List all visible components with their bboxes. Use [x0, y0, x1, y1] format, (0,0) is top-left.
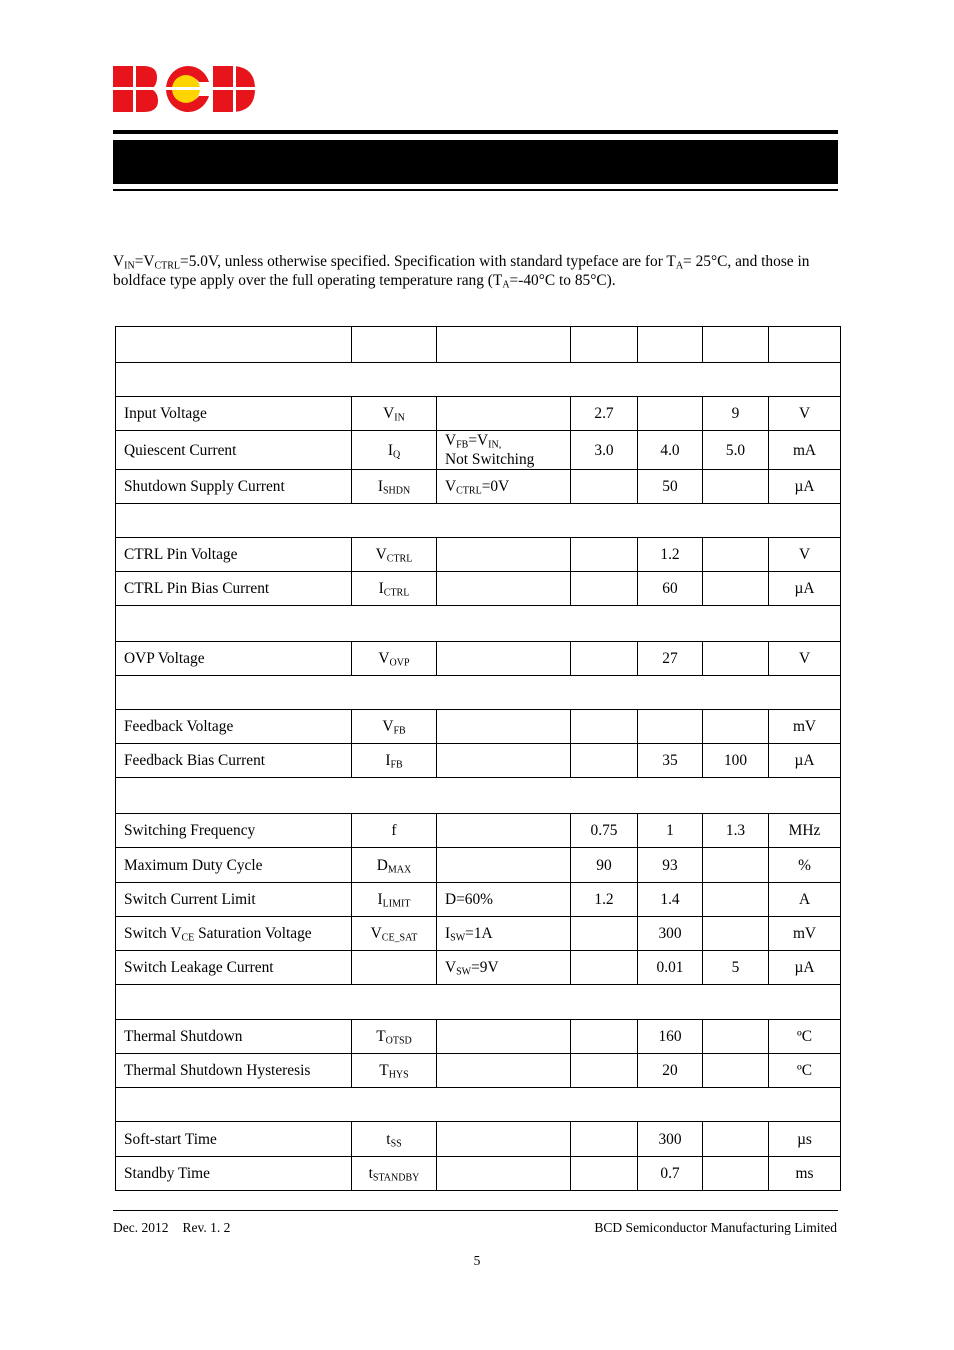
min-cell [571, 1157, 638, 1191]
max-cell [703, 1020, 769, 1054]
min-cell [571, 1054, 638, 1088]
param-cell: Feedback Bias Current [116, 744, 352, 778]
param-cell: OVP Voltage [116, 642, 352, 676]
condition-cell [437, 814, 571, 848]
max-cell: 1.3 [703, 814, 769, 848]
symbol-cell: $T_{HYS}$ [352, 1054, 437, 1088]
typ-cell [638, 710, 703, 744]
condition-cell: $I_{SW}=1A$ [437, 917, 571, 951]
max-cell [703, 710, 769, 744]
typ-cell: 1.4 [638, 883, 703, 917]
param-cell: Maximum Duty Cycle [116, 848, 352, 883]
symbol-cell: $V_{IN}$ [352, 397, 437, 431]
param-cell: Input Voltage [116, 397, 352, 431]
max-cell [703, 1122, 769, 1157]
max-cell [703, 470, 769, 504]
table-row [116, 917, 841, 951]
footer-company: BCD Semiconductor Manufacturing Limited [594, 1220, 837, 1235]
conditions-note: $V_{IN}=V_{CTRL}=5.0V$, unless otherwise specified. Specification with standard typeface are for $T_A= 25^\circ C$, and those in boldface type apply over the full operating temperature rang ($T_A=-40^\circ C$ to 85°C). [113, 253, 810, 291]
symbol-cell: $V_{CE\_SAT}$ [352, 917, 437, 951]
param-cell: CTRL Pin Bias Current [116, 572, 352, 606]
footer-rev: Rev. 1. 2 [182, 1220, 231, 1235]
unit-cell: µs [769, 1122, 841, 1157]
typ-cell [638, 397, 703, 431]
max-cell: 5 [703, 951, 769, 985]
section-row [116, 606, 841, 642]
param-cell: Thermal Shutdown Hysteresis [116, 1054, 352, 1088]
symbol-cell: $I_{CTRL}$ [352, 572, 437, 606]
symbol-cell: $t_{SS}$ [352, 1122, 437, 1157]
min-cell [571, 917, 638, 951]
unit-cell: µA [769, 470, 841, 504]
typ-cell: 300 [638, 917, 703, 951]
table-row [116, 470, 841, 504]
max-cell [703, 538, 769, 572]
typ-cell: 27 [638, 642, 703, 676]
max-cell [703, 1054, 769, 1088]
min-cell: 90 [571, 848, 638, 883]
min-cell [571, 470, 638, 504]
max-cell: 100 [703, 744, 769, 778]
electrical-characteristics-table [115, 326, 841, 1191]
unit-cell: mA [769, 431, 841, 470]
unit-cell: V [769, 538, 841, 572]
unit-cell: µA [769, 744, 841, 778]
typ-cell: 1 [638, 814, 703, 848]
symbol-cell [352, 951, 437, 985]
param-cell: Switch $V_{CE}$ Saturation Voltage [116, 917, 352, 951]
typ-cell: 300 [638, 1122, 703, 1157]
max-cell: 5.0 [703, 431, 769, 470]
param-cell: Thermal Shutdown [116, 1020, 352, 1054]
unit-cell: ºC [769, 1020, 841, 1054]
symbol-cell: $V_{FB}$ [352, 710, 437, 744]
unit-cell: ºC [769, 1054, 841, 1088]
min-cell [571, 642, 638, 676]
param-cell: Shutdown Supply Current [116, 470, 352, 504]
param-cell: Soft-start Time [116, 1122, 352, 1157]
header-rule-bottom [113, 189, 838, 191]
param-cell: Standby Time [116, 1157, 352, 1191]
table-row [116, 951, 841, 985]
condition-cell [437, 744, 571, 778]
symbol-cell: $t_{STANDBY}$ [352, 1157, 437, 1191]
param-cell: Switching Frequency [116, 814, 352, 848]
section-row [116, 504, 841, 538]
bcd-logo [113, 64, 255, 114]
unit-cell: MHz [769, 814, 841, 848]
max-cell [703, 883, 769, 917]
table-row [116, 642, 841, 676]
condition-cell [437, 1020, 571, 1054]
min-cell [571, 951, 638, 985]
table-row [116, 538, 841, 572]
header-banner [113, 140, 838, 184]
condition-cell: $V_{SW}=9V$ [437, 951, 571, 985]
min-cell: 1.2 [571, 883, 638, 917]
min-cell [571, 1122, 638, 1157]
unit-cell: µA [769, 951, 841, 985]
unit-cell: mV [769, 710, 841, 744]
param-cell: CTRL Pin Voltage [116, 538, 352, 572]
section-row [116, 985, 841, 1020]
typ-cell: 20 [638, 1054, 703, 1088]
max-cell [703, 572, 769, 606]
symbol-cell: $I_Q$ [352, 431, 437, 470]
condition-cell: $V_{CTRL}=0V$ [437, 470, 571, 504]
unit-cell: A [769, 883, 841, 917]
min-cell [571, 572, 638, 606]
symbol-cell: $I_{LIMIT}$ [352, 883, 437, 917]
unit-cell: V [769, 642, 841, 676]
param-cell: Quiescent Current [116, 431, 352, 470]
max-cell [703, 642, 769, 676]
min-cell: 0.75 [571, 814, 638, 848]
table-header-row [116, 327, 841, 363]
unit-cell: ms [769, 1157, 841, 1191]
max-cell: 9 [703, 397, 769, 431]
table-row [116, 572, 841, 606]
unit-cell: mV [769, 917, 841, 951]
table-row [116, 431, 841, 470]
condition-cell: $V_{FB}=V_{IN,}$ Not Switching [437, 431, 571, 470]
unit-cell: % [769, 848, 841, 883]
param-cell: Switch Leakage Current [116, 951, 352, 985]
condition-cell [437, 642, 571, 676]
section-row [116, 676, 841, 710]
typ-cell: 50 [638, 470, 703, 504]
typ-cell: 160 [638, 1020, 703, 1054]
condition-cell [437, 1054, 571, 1088]
symbol-cell: $V_{OVP}$ [352, 642, 437, 676]
table-row [116, 1122, 841, 1157]
table-row [116, 814, 841, 848]
typ-cell: 35 [638, 744, 703, 778]
table-row [116, 397, 841, 431]
header-rule-top [113, 130, 838, 134]
unit-cell: V [769, 397, 841, 431]
typ-cell: 0.01 [638, 951, 703, 985]
section-row [116, 1088, 841, 1122]
typ-cell: 60 [638, 572, 703, 606]
min-cell [571, 744, 638, 778]
typ-cell: 0.7 [638, 1157, 703, 1191]
table-row [116, 883, 841, 917]
min-cell [571, 710, 638, 744]
condition-cell [437, 1122, 571, 1157]
param-cell: Switch Current Limit [116, 883, 352, 917]
table-row [116, 1157, 841, 1191]
symbol-cell: $I_{SHDN}$ [352, 470, 437, 504]
typ-cell: 1.2 [638, 538, 703, 572]
max-cell [703, 848, 769, 883]
max-cell [703, 917, 769, 951]
condition-cell [437, 397, 571, 431]
condition-cell [437, 710, 571, 744]
symbol-cell: $D_{MAX}$ [352, 848, 437, 883]
condition-cell [437, 538, 571, 572]
footer-rule [113, 1210, 838, 1211]
param-cell: Feedback Voltage [116, 710, 352, 744]
table-row [116, 744, 841, 778]
typ-cell: 4.0 [638, 431, 703, 470]
max-cell [703, 1157, 769, 1191]
symbol-cell: $V_{CTRL}$ [352, 538, 437, 572]
condition-cell: D=60% [437, 883, 571, 917]
section-row [116, 778, 841, 814]
min-cell: 2.7 [571, 397, 638, 431]
section-row [116, 363, 841, 397]
table-row [116, 710, 841, 744]
symbol-cell: $T_{OTSD}$ [352, 1020, 437, 1054]
min-cell: 3.0 [571, 431, 638, 470]
footer-date: Dec. 2012 [113, 1220, 169, 1235]
table-row [116, 1054, 841, 1088]
typ-cell: 93 [638, 848, 703, 883]
table-row [116, 1020, 841, 1054]
table-row [116, 848, 841, 883]
symbol-cell: f [352, 814, 437, 848]
symbol-cell: $I_{FB}$ [352, 744, 437, 778]
footer-date-rev [113, 1220, 230, 1236]
condition-cell [437, 1157, 571, 1191]
page-number: 5 [473, 1253, 481, 1268]
min-cell [571, 1020, 638, 1054]
condition-cell [437, 572, 571, 606]
unit-cell: µA [769, 572, 841, 606]
condition-cell [437, 848, 571, 883]
min-cell [571, 538, 638, 572]
